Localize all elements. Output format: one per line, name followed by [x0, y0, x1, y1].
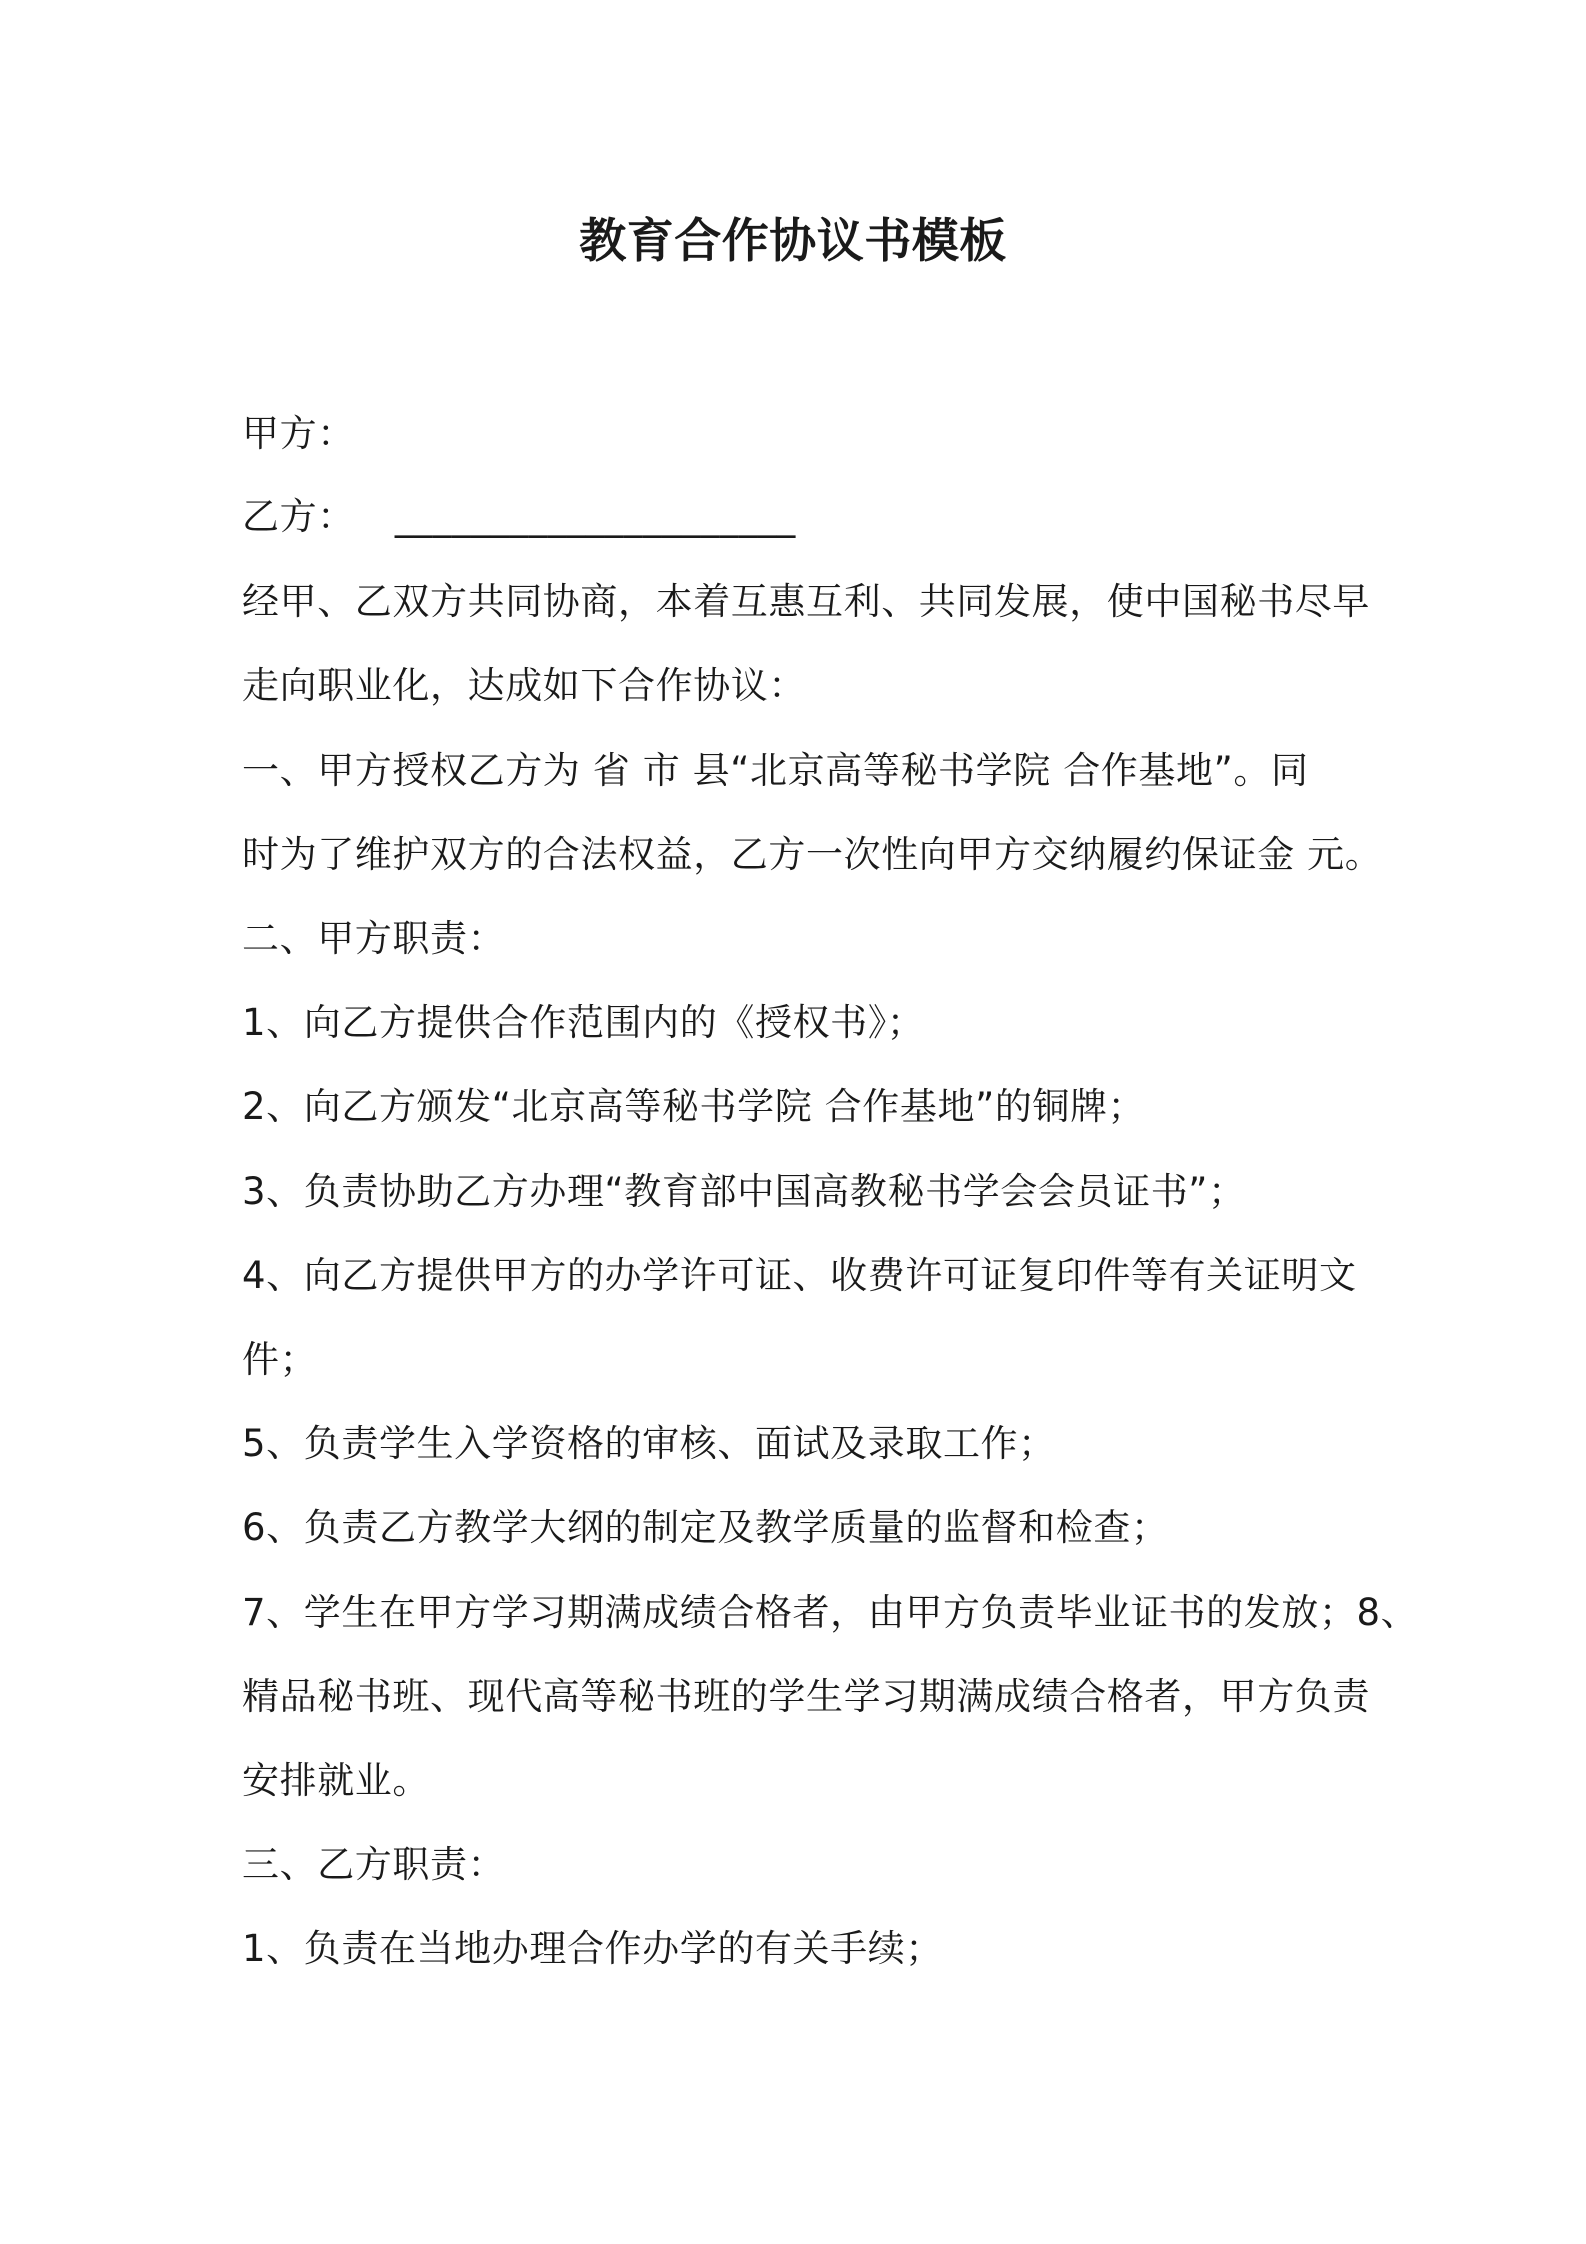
- list-item: 2、向乙方颁发“北京高等秘书学院 合作基地”的铜牌；: [242, 1085, 1146, 1128]
- list-item: 3、负责协助乙方办理“教育部中国高教秘书学会会员证书”；: [242, 1170, 1246, 1213]
- paragraph-line: 经甲、乙双方共同协商，本着互惠互利、共同发展，使中国秘书尽早: [242, 580, 1370, 623]
- list-item: 6、负责乙方教学大纲的制定及教学质量的监督和检查；: [242, 1506, 1169, 1549]
- party-a-line: [242, 408, 1362, 460]
- list-item-continuation: 安排就业。: [242, 1759, 430, 1802]
- document-title: 教育合作协议书模板: [579, 214, 1007, 269]
- party-b-line: [242, 491, 1362, 543]
- paragraph-line: 一、甲方授权乙方为 省 市 县“北京高等秘书学院 合作基地”。同: [242, 749, 1309, 792]
- list-item: 4、向乙方提供甲方的办学许可证、收费许可证复印件等有关证明文: [242, 1254, 1357, 1297]
- list-item: 7、学生在甲方学习期满成绩合格者，由甲方负责毕业证书的发放；8、: [242, 1591, 1419, 1634]
- list-item: 1、负责在当地办理合作办学的有关手续；: [242, 1927, 943, 1970]
- party-a-label: 甲方：: [242, 412, 355, 455]
- list-item: 5、负责学生入学资格的审核、面试及录取工作；: [242, 1422, 1056, 1465]
- paragraph-line: 走向职业化，达成如下合作协议：: [242, 664, 806, 707]
- party-b-label: 乙方：: [242, 495, 355, 538]
- party-b-blank: _____________________: [394, 495, 796, 538]
- list-item-continuation: 精品秘书班、现代高等秘书班的学生学习期满成绩合格者，甲方负责: [242, 1675, 1370, 1718]
- section-heading: 三、乙方职责：: [242, 1843, 506, 1886]
- paragraph-line: 时为了维护双方的合法权益，乙方一次性向甲方交纳履约保证金 元。: [242, 833, 1383, 876]
- list-item-continuation: 件；: [242, 1338, 318, 1381]
- list-item: 1、向乙方提供合作范围内的《授权书》；: [242, 1001, 925, 1044]
- section-heading: 二、甲方职责：: [242, 917, 506, 960]
